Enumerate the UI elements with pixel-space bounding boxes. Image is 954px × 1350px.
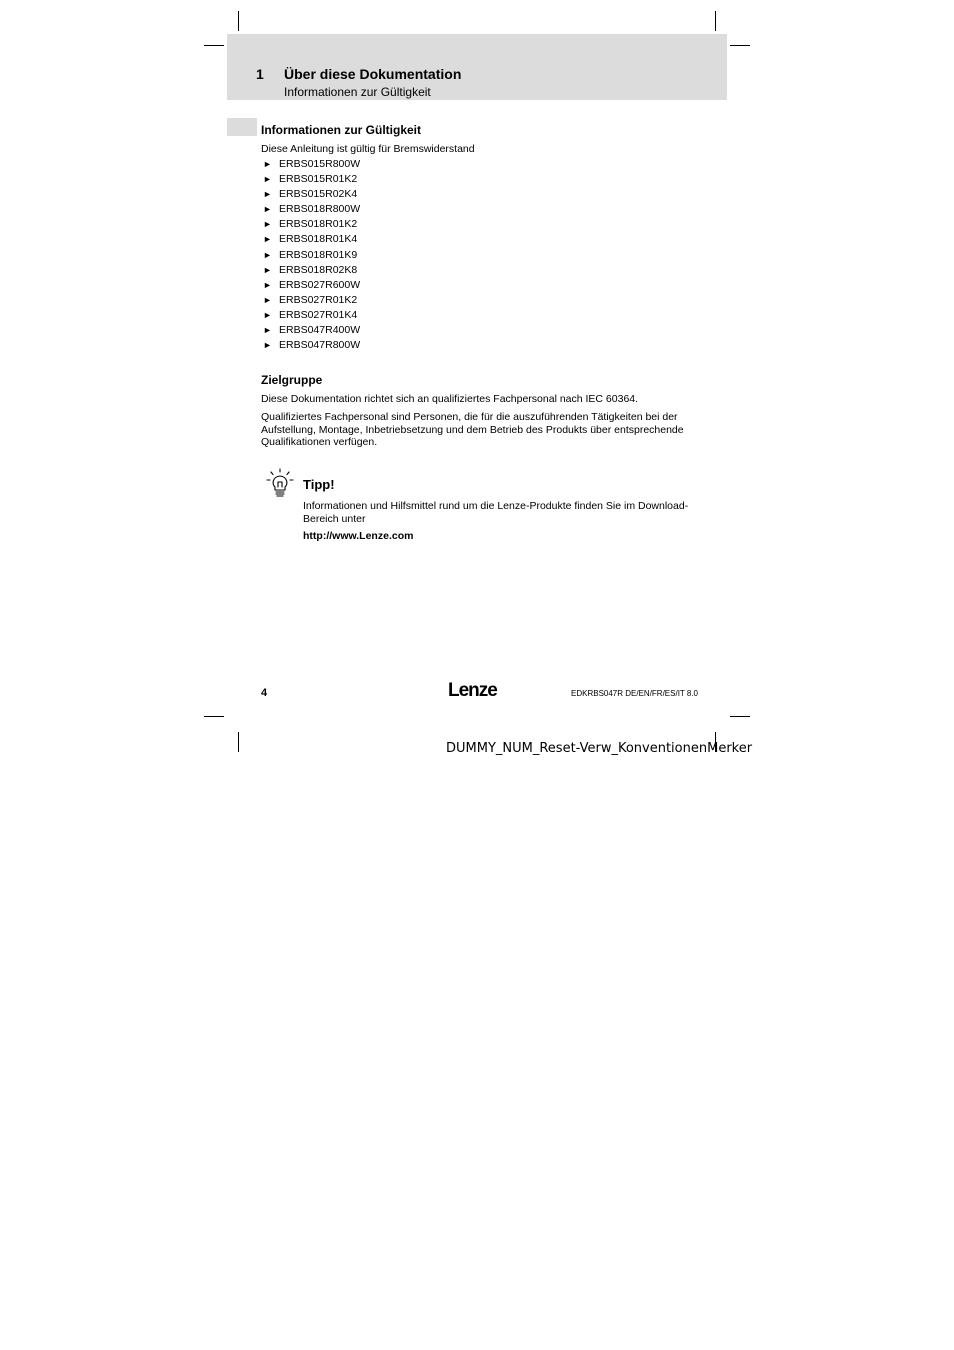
- crop-mark-bottom-right-horizontal: [730, 716, 750, 717]
- bullet-arrow-icon: ►: [263, 234, 272, 245]
- variant-code: ERBS015R800W: [279, 158, 361, 170]
- chapter-title: Über diese Dokumentation: [284, 66, 462, 82]
- bullet-arrow-icon: ►: [263, 189, 272, 200]
- chapter-subtitle: Informationen zur Gültigkeit: [284, 85, 431, 99]
- section-title-validity: Informationen zur Gültigkeit: [261, 123, 422, 137]
- section-title-target-group: Zielgruppe: [261, 373, 323, 387]
- section-side-marker: [227, 118, 257, 136]
- variant-code: ERBS018R01K2: [279, 218, 358, 231]
- crop-mark-bottom-left-vertical: [238, 732, 239, 752]
- bullet-arrow-icon: ►: [263, 204, 272, 215]
- target-group-paragraph-2: Qualifiziertes Fachpersonal sind Personen, die für die auszuführenden Tätigkeiten bei der Aufstellung, Montage, Inbetriebsetzung und dem Betrieb des Produkts über entsprechende Qualifikationen verfügen.: [261, 411, 684, 448]
- variant-code: ERBS015R01K2: [279, 173, 358, 186]
- page-number: 4: [261, 687, 268, 699]
- bullet-arrow-icon: ►: [263, 219, 272, 230]
- bullet-arrow-icon: ►: [263, 264, 272, 275]
- bullet-arrow-icon: ►: [263, 340, 272, 351]
- tip-link[interactable]: http://www.Lenze.com: [303, 530, 414, 542]
- bullet-arrow-icon: ►: [263, 279, 272, 290]
- crop-mark-top-right-vertical: [715, 11, 716, 31]
- crop-mark-top-right-horizontal: [730, 45, 750, 46]
- variant-code: ERBS018R02K8: [279, 263, 358, 276]
- document-code: EDKRBS047R DE/EN/FR/ES/IT 8.0: [571, 689, 699, 698]
- tip-text: Informationen und Hilfsmittel rund um die Lenze-Produkte finden Sie im Download-Bereich unter: [303, 500, 689, 525]
- variant-code: ERBS027R01K2: [279, 293, 358, 306]
- target-group-paragraph-1: Diese Dokumentation richtet sich an qualifiziertes Fachpersonal nach IEC 60364.: [261, 393, 639, 405]
- variant-code: ERBS047R800W: [279, 339, 361, 352]
- crop-mark-bottom-left-horizontal: [204, 716, 224, 717]
- crop-mark-top-left-horizontal: [204, 45, 224, 46]
- bullet-arrow-icon: ►: [263, 174, 272, 185]
- crop-mark-top-left-vertical: [238, 11, 239, 31]
- variant-code: ERBS018R01K4: [279, 233, 358, 246]
- bullet-arrow-icon: ►: [263, 309, 272, 320]
- variant-code: ERBS027R600W: [279, 278, 361, 291]
- bullet-arrow-icon: ►: [263, 159, 272, 169]
- variant-code: ERBS015R02K4: [279, 188, 358, 201]
- chapter-number: 1: [256, 66, 264, 82]
- lenze-logo: Lenze: [448, 680, 497, 701]
- variant-code: ERBS047R400W: [279, 324, 361, 337]
- bullet-arrow-icon: ►: [263, 294, 272, 305]
- variant-code: ERBS027R01K4: [279, 308, 358, 321]
- bullet-arrow-icon: ►: [263, 249, 272, 260]
- variant-code: ERBS018R01K9: [279, 248, 358, 261]
- tip-title: Tipp!: [303, 477, 335, 492]
- footer-dummy-label: DUMMY_NUM_Reset-Verw_KonventionenMerker: [446, 741, 753, 756]
- lightbulb-icon: [265, 468, 295, 498]
- bullet-arrow-icon: ►: [263, 325, 272, 336]
- variant-code: ERBS018R800W: [279, 203, 361, 216]
- section-intro-validity: Diese Anleitung ist gültig für Bremswiderstand: [261, 143, 475, 155]
